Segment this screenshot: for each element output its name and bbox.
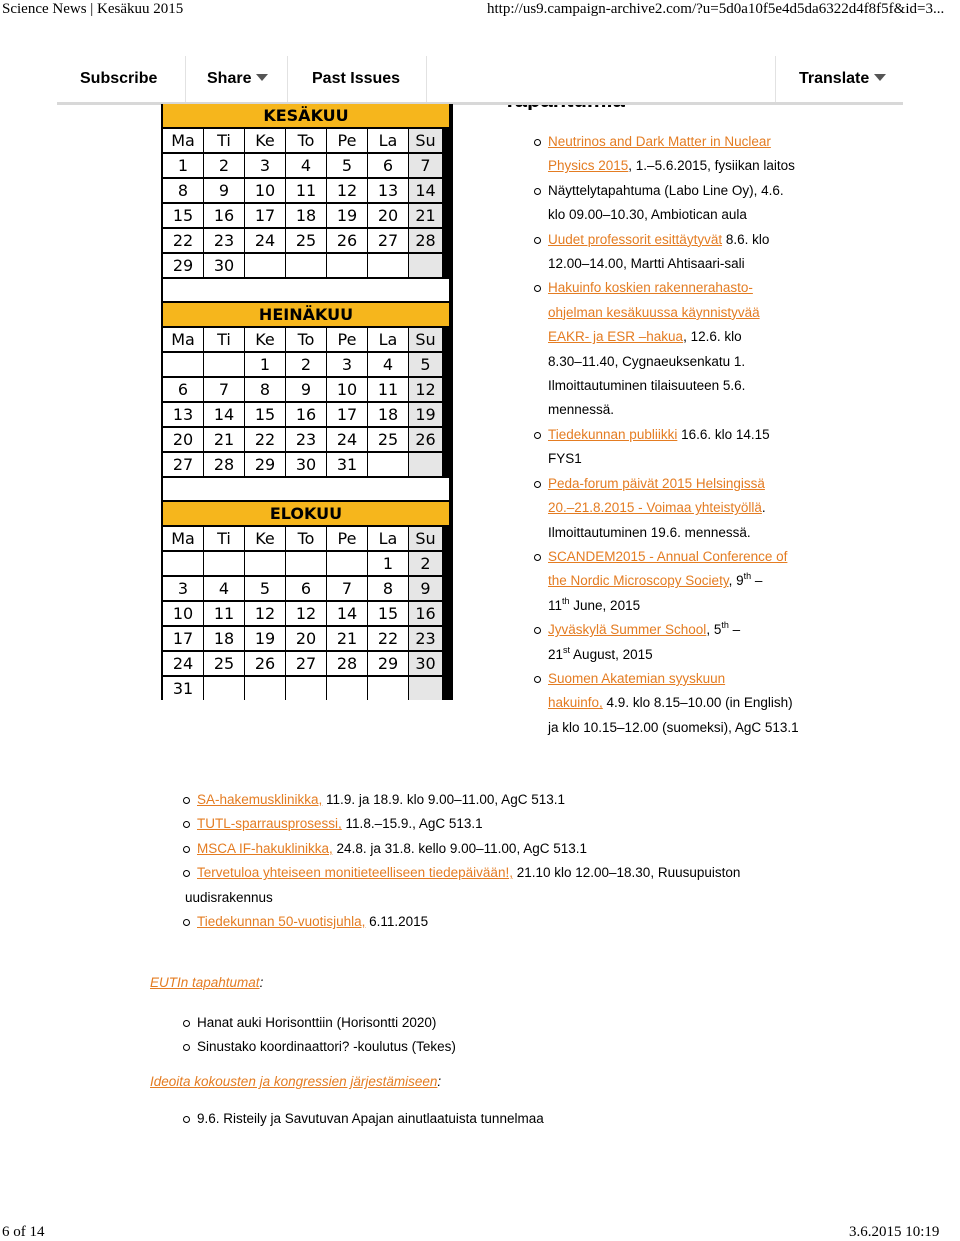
event-link[interactable]: the Nordic Microscopy Society bbox=[548, 573, 729, 589]
calendar-day: 21 bbox=[409, 204, 442, 227]
event-list-2 bbox=[185, 788, 897, 934]
bullet-icon bbox=[183, 870, 190, 877]
calendar-month-title: HEINÄKUU bbox=[163, 303, 449, 326]
list-item bbox=[197, 1011, 897, 1035]
calendar-weekday: Ma bbox=[163, 527, 203, 550]
calendar-day: 22 bbox=[245, 428, 285, 451]
event-text: 8.6. klo bbox=[722, 231, 770, 247]
event-link[interactable]: Physics 2015 bbox=[548, 158, 629, 174]
calendar-day: 22 bbox=[163, 229, 203, 252]
calendar-day: 23 bbox=[286, 428, 326, 451]
item-link[interactable]: Tervetuloa yhteiseen monitieteelliseen tiedepäivään!, bbox=[197, 865, 513, 881]
calendar-day: 3 bbox=[163, 577, 203, 600]
calendar-day: 21 bbox=[327, 627, 367, 650]
calendar-day: 16 bbox=[286, 403, 326, 426]
nav-divider bbox=[185, 56, 186, 102]
calendar-day: 17 bbox=[163, 627, 203, 650]
calendar-day: 19 bbox=[327, 204, 367, 227]
calendar-day: 5 bbox=[409, 353, 442, 376]
calendar-day bbox=[245, 677, 285, 700]
bullet-icon bbox=[534, 481, 541, 488]
calendar-day: 2 bbox=[204, 154, 244, 177]
calendar-day: 26 bbox=[327, 229, 367, 252]
bullet-icon bbox=[534, 139, 541, 146]
calendar-weekday: To bbox=[286, 129, 326, 152]
calendar-day bbox=[368, 677, 408, 700]
calendar-weekday: Ti bbox=[204, 527, 244, 550]
calendar-week-row bbox=[163, 428, 442, 451]
calendar-week-row bbox=[163, 602, 442, 625]
calendar-day: 1 bbox=[368, 552, 408, 575]
calendar-weekday: La bbox=[368, 527, 408, 550]
calendar-day: 7 bbox=[409, 154, 442, 177]
nav-divider bbox=[426, 56, 427, 102]
calendar-day: 2 bbox=[286, 353, 326, 376]
calendar-day: 7 bbox=[327, 577, 367, 600]
item-text: 21.10 klo 12.00–18.30, Ruusupuiston bbox=[512, 865, 741, 881]
calendar-weekday: Su bbox=[409, 527, 442, 550]
calendar-day: 19 bbox=[409, 403, 442, 426]
calendar-day bbox=[327, 254, 367, 277]
calendar-weekday: Su bbox=[409, 129, 442, 152]
calendar-weekday-row bbox=[163, 129, 442, 152]
bullet-icon bbox=[534, 188, 541, 195]
item-link[interactable]: MSCA IF-hakuklinikka, bbox=[197, 840, 333, 856]
calendar-day: 29 bbox=[368, 652, 408, 675]
bullet-icon bbox=[534, 627, 541, 634]
calendar-weekday: Pe bbox=[327, 129, 367, 152]
event-item bbox=[548, 545, 848, 618]
calendar-month-title: ELOKUU bbox=[163, 502, 449, 525]
calendar-day: 28 bbox=[204, 453, 244, 476]
calendar-day bbox=[286, 677, 326, 700]
bullet-icon bbox=[534, 432, 541, 439]
event-link[interactable]: Suomen Akatemian syyskuun bbox=[548, 670, 726, 686]
calendar-day: 12 bbox=[245, 602, 285, 625]
calendar-day bbox=[204, 353, 244, 376]
calendar-day bbox=[368, 254, 408, 277]
event-item bbox=[548, 228, 848, 277]
list-item bbox=[197, 910, 897, 934]
calendar-day: 29 bbox=[245, 453, 285, 476]
event-link[interactable]: Uudet professorit esittäytyvät bbox=[548, 231, 723, 247]
calendar-day: 14 bbox=[204, 403, 244, 426]
calendar-weekday: La bbox=[368, 129, 408, 152]
bullet-icon bbox=[534, 237, 541, 244]
event-text: Ilmoittautuminen tilaisuuteen 5.6. bbox=[548, 378, 746, 394]
event-text: 16.6. klo 14.15 bbox=[677, 426, 770, 442]
event-link[interactable]: Hakuinfo koskien rakennerahasto- bbox=[548, 280, 753, 296]
calendar-day: 4 bbox=[286, 154, 326, 177]
calendar-week-row bbox=[163, 577, 442, 600]
past-issues-link[interactable]: Past Issues bbox=[312, 70, 401, 87]
calendar-day bbox=[163, 353, 203, 376]
calendar-day: 15 bbox=[245, 403, 285, 426]
calendar-day: 3 bbox=[245, 154, 285, 177]
calendar-weekday: To bbox=[286, 527, 326, 550]
event-item bbox=[548, 472, 848, 545]
calendar-weekday: Ke bbox=[245, 328, 285, 351]
calendar-day: 20 bbox=[368, 204, 408, 227]
calendar-day: 16 bbox=[409, 602, 442, 625]
calendar-week-row bbox=[163, 353, 442, 376]
calendar-day: 23 bbox=[204, 229, 244, 252]
event-link[interactable]: ohjelman kesäkuussa käynnistyvää bbox=[548, 304, 760, 320]
calendar-day bbox=[327, 677, 367, 700]
calendar-day bbox=[245, 254, 285, 277]
event-sup: th bbox=[743, 571, 752, 582]
event-link[interactable]: Neutrinos and Dark Matter in Nuclear bbox=[548, 134, 771, 149]
eutin-list bbox=[197, 1011, 897, 1060]
list-item bbox=[197, 861, 897, 885]
item-link[interactable]: Tiedekunnan 50-vuotisjuhla, bbox=[197, 914, 366, 930]
list-item bbox=[197, 788, 897, 812]
event-link[interactable]: SCANDEM2015 - Annual Conference of bbox=[548, 548, 788, 564]
calendar-day: 20 bbox=[163, 428, 203, 451]
item-text: 24.8. ja 31.8. kello 9.00–11.00, AgC 513.1 bbox=[332, 840, 587, 856]
calendar-weekday: Ti bbox=[204, 328, 244, 351]
calendar-day: 27 bbox=[163, 453, 203, 476]
calendar-day bbox=[204, 552, 244, 575]
ideoita-heading bbox=[150, 1074, 441, 1089]
calendar-week-row bbox=[163, 154, 442, 177]
event-link[interactable]: Peda-forum päivät 2015 Helsingissä bbox=[548, 475, 765, 491]
calendar-day: 8 bbox=[245, 378, 285, 401]
event-text: , 1.–5.6.2015, fysiikan laitos bbox=[628, 158, 795, 174]
calendar-week-row bbox=[163, 453, 442, 476]
calendar-day: 15 bbox=[163, 204, 203, 227]
item-link[interactable]: TUTL-sparrausprosessi, bbox=[197, 816, 342, 832]
calendar-day: 9 bbox=[286, 378, 326, 401]
calendar-day bbox=[245, 552, 285, 575]
calendar-day: 28 bbox=[409, 229, 442, 252]
bullet-icon bbox=[183, 797, 190, 804]
bullet-icon bbox=[183, 846, 190, 853]
calendar-day: 7 bbox=[204, 378, 244, 401]
calendar-day: 30 bbox=[286, 453, 326, 476]
calendar-day: 6 bbox=[163, 378, 203, 401]
chevron-down-icon bbox=[874, 74, 886, 81]
event-text: , 5 bbox=[706, 622, 722, 638]
calendar-week-row bbox=[163, 204, 442, 227]
calendar-day bbox=[286, 552, 326, 575]
calendar-weekday: Ke bbox=[245, 129, 285, 152]
event-text: – bbox=[751, 573, 763, 589]
item-text: 9.6. Risteily ja Savutuvan Apajan ainutlaatuista tunnelmaa bbox=[197, 1111, 544, 1126]
print-footer bbox=[0, 1224, 960, 1241]
list-item bbox=[197, 837, 897, 861]
calendar-day: 5 bbox=[245, 577, 285, 600]
calendar-day: 10 bbox=[245, 179, 285, 202]
calendar-day: 3 bbox=[327, 353, 367, 376]
calendar-week-row bbox=[163, 552, 442, 575]
calendar-day: 9 bbox=[409, 577, 442, 600]
item-text: Hanat auki Horisonttiin (Horisontti 2020) bbox=[197, 1015, 437, 1030]
event-text: June, 2015 bbox=[569, 597, 641, 613]
event-item bbox=[548, 423, 848, 472]
calendar-day: 27 bbox=[286, 652, 326, 675]
archive-nav-bar bbox=[57, 56, 903, 105]
calendar-day: 11 bbox=[204, 602, 244, 625]
calendar-weekday: Ma bbox=[163, 328, 203, 351]
event-sup: st bbox=[563, 644, 571, 655]
event-item bbox=[548, 130, 848, 179]
calendar-weekday: Ma bbox=[163, 129, 203, 152]
calendar-day: 18 bbox=[286, 204, 326, 227]
print-header bbox=[0, 0, 960, 20]
calendar-day: 23 bbox=[409, 627, 442, 650]
calendar-day bbox=[163, 552, 203, 575]
bullet-icon bbox=[183, 1044, 190, 1051]
event-link[interactable]: 20.–21.8.2015 - Voimaa yhteistyöllä bbox=[548, 500, 762, 516]
calendar-day: 13 bbox=[368, 179, 408, 202]
calendar-day: 13 bbox=[163, 403, 203, 426]
calendar-week-row bbox=[163, 229, 442, 252]
nav-divider bbox=[287, 56, 288, 102]
calendar-day: 11 bbox=[286, 179, 326, 202]
nav-divider bbox=[775, 56, 776, 102]
calendar-weekday: Ti bbox=[204, 129, 244, 152]
calendar-day: 8 bbox=[163, 179, 203, 202]
calendar-day bbox=[327, 552, 367, 575]
calendar-day: 24 bbox=[327, 428, 367, 451]
calendar-day: 21 bbox=[204, 428, 244, 451]
calendar-day: 4 bbox=[368, 353, 408, 376]
event-text: mennessä. bbox=[548, 402, 615, 418]
event-text: Näyttelytapahtuma (Labo Line Oy), 4.6. bbox=[548, 182, 784, 198]
calendar-day bbox=[409, 677, 442, 700]
print-datetime: 3.6.2015 10:19 bbox=[849, 1224, 940, 1240]
calendar-day: 1 bbox=[245, 353, 285, 376]
calendar-spacer bbox=[163, 279, 449, 301]
summer-calendar bbox=[161, 104, 453, 700]
calendar-day bbox=[286, 254, 326, 277]
calendar-weekday: Pe bbox=[327, 328, 367, 351]
calendar-day: 30 bbox=[204, 254, 244, 277]
calendar-weekday: La bbox=[368, 328, 408, 351]
event-text: klo 09.00–10.30, Ambiotican aula bbox=[548, 207, 747, 223]
event-link[interactable]: hakuinfo, bbox=[548, 695, 603, 711]
bullet-icon bbox=[183, 1020, 190, 1027]
calendar-day: 6 bbox=[368, 154, 408, 177]
calendar-weekday-row bbox=[163, 527, 442, 550]
event-list bbox=[548, 130, 848, 740]
item-text: 11.8.–15.9., AgC 513.1 bbox=[341, 816, 483, 832]
calendar-day: 4 bbox=[204, 577, 244, 600]
eutin-heading bbox=[150, 975, 263, 990]
calendar-day: 16 bbox=[204, 204, 244, 227]
calendar-day: 31 bbox=[327, 453, 367, 476]
list-item bbox=[197, 1107, 897, 1131]
calendar-spacer bbox=[163, 478, 449, 500]
bullet-icon bbox=[534, 554, 541, 561]
event-text: 21 bbox=[548, 646, 564, 662]
calendar-day: 25 bbox=[204, 652, 244, 675]
calendar-day: 25 bbox=[286, 229, 326, 252]
calendar-week-row bbox=[163, 677, 442, 700]
event-link[interactable]: EAKR- ja ESR –hakua bbox=[548, 329, 684, 345]
calendar-day: 9 bbox=[204, 179, 244, 202]
list-item bbox=[197, 812, 897, 836]
event-text: Ilmoittautuminen 19.6. mennessä. bbox=[548, 524, 751, 540]
eutin-heading-link[interactable]: EUTIn tapahtumat bbox=[150, 975, 260, 990]
calendar-weekday: Pe bbox=[327, 527, 367, 550]
event-text: , 9 bbox=[728, 573, 744, 589]
calendar-day: 1 bbox=[163, 154, 203, 177]
chevron-down-icon bbox=[256, 74, 268, 81]
calendar-day: 12 bbox=[327, 179, 367, 202]
event-sup: th bbox=[562, 595, 570, 606]
calendar-day: 10 bbox=[327, 378, 367, 401]
item-text: Sinustako koordinaattori? -koulutus (Tekes) bbox=[197, 1039, 456, 1055]
event-link[interactable]: Tiedekunnan publiikki bbox=[548, 426, 678, 442]
list-item bbox=[197, 1035, 897, 1059]
calendar-day: 20 bbox=[286, 627, 326, 650]
item-text: 11.9. ja 18.9. klo 9.00–11.00, AgC 513.1 bbox=[322, 792, 565, 807]
calendar-day: 12 bbox=[409, 378, 442, 401]
calendar-day: 29 bbox=[163, 254, 203, 277]
bullet-icon bbox=[183, 919, 190, 926]
calendar-day: 26 bbox=[245, 652, 285, 675]
calendar-day: 17 bbox=[327, 403, 367, 426]
event-item bbox=[548, 667, 848, 740]
print-page-title: Science News | Kesäkuu 2015 bbox=[2, 1, 184, 17]
event-text: ja klo 10.15–12.00 (suomeksi), AgC 513.1 bbox=[548, 719, 799, 735]
calendar-week-row bbox=[163, 378, 442, 401]
calendar-week-row bbox=[163, 403, 442, 426]
event-text: FYS1 bbox=[548, 451, 582, 467]
calendar-week-row bbox=[163, 627, 442, 650]
translate-label: Translate bbox=[799, 70, 870, 87]
ideoita-list bbox=[197, 1107, 897, 1131]
calendar-day: 14 bbox=[327, 602, 367, 625]
calendar-day bbox=[409, 254, 442, 277]
calendar-day: 15 bbox=[368, 602, 408, 625]
calendar-weekday: Ke bbox=[245, 527, 285, 550]
calendar-day: 10 bbox=[163, 602, 203, 625]
item-text: 6.11.2015 bbox=[365, 914, 429, 930]
bullet-icon bbox=[183, 1116, 190, 1123]
calendar-day: 8 bbox=[368, 577, 408, 600]
heading-colon: : bbox=[259, 975, 264, 990]
calendar-day bbox=[409, 453, 442, 476]
event-item bbox=[548, 618, 848, 667]
event-link[interactable]: Jyväskylä Summer School bbox=[548, 622, 707, 638]
event-sup: th bbox=[721, 620, 729, 631]
calendar-day: 31 bbox=[163, 677, 203, 700]
calendar-month-title: KESÄKUU bbox=[163, 104, 449, 127]
calendar-week-row bbox=[163, 254, 442, 277]
calendar-day: 19 bbox=[245, 627, 285, 650]
print-page-url: http://us9.campaign-archive2.com/?u=5d0a10f5e4d5da6322d4f8f5f&id=3... bbox=[487, 1, 945, 17]
calendar-day: 26 bbox=[409, 428, 442, 451]
print-page-number: 6 of 14 bbox=[2, 1224, 45, 1240]
event-text: – bbox=[728, 622, 741, 638]
translate-menu[interactable] bbox=[799, 56, 886, 102]
calendar-weekday: Su bbox=[409, 328, 442, 351]
event-text: 8.30–11.40, Cygnaeuksenkatu 1. bbox=[548, 353, 746, 369]
event-text: , 12.6. klo bbox=[683, 329, 742, 345]
calendar-day: 24 bbox=[163, 652, 203, 675]
calendar-day: 11 bbox=[368, 378, 408, 401]
bullet-icon bbox=[183, 821, 190, 828]
calendar-day: 6 bbox=[286, 577, 326, 600]
event-item bbox=[548, 276, 848, 422]
list-item-continuation: uudisrakennus bbox=[185, 889, 273, 905]
ideoita-heading-link[interactable]: Ideoita kokousten ja kongressien järjestämiseen bbox=[150, 1074, 438, 1089]
calendar-day: 17 bbox=[245, 204, 285, 227]
item-link[interactable]: SA-hakemusklinikka, bbox=[197, 792, 323, 807]
event-text: . bbox=[761, 500, 766, 516]
calendar-day bbox=[204, 677, 244, 700]
calendar-day: 30 bbox=[409, 652, 442, 675]
calendar-day: 18 bbox=[204, 627, 244, 650]
event-text: August, 2015 bbox=[570, 646, 653, 662]
event-item bbox=[548, 179, 848, 228]
calendar-day: 27 bbox=[368, 229, 408, 252]
calendar-day: 25 bbox=[368, 428, 408, 451]
subscribe-link[interactable]: Subscribe bbox=[80, 70, 158, 87]
share-menu[interactable] bbox=[207, 56, 268, 102]
event-text: 12.00–14.00, Martti Ahtisaari-sali bbox=[548, 256, 745, 272]
calendar-weekday: To bbox=[286, 328, 326, 351]
calendar-day: 12 bbox=[286, 602, 326, 625]
calendar-week-row bbox=[163, 179, 442, 202]
event-text: 4.9. klo 8.15–10.00 (in English) bbox=[602, 695, 793, 711]
calendar-day: 28 bbox=[327, 652, 367, 675]
bullet-icon bbox=[534, 676, 541, 683]
calendar-day: 18 bbox=[368, 403, 408, 426]
calendar-day: 24 bbox=[245, 229, 285, 252]
bullet-icon bbox=[534, 285, 541, 292]
calendar-weekday-row bbox=[163, 328, 442, 351]
calendar-day: 5 bbox=[327, 154, 367, 177]
heading-colon: : bbox=[437, 1074, 442, 1089]
calendar-week-row bbox=[163, 652, 442, 675]
event-text: 11 bbox=[548, 597, 563, 613]
calendar-day: 22 bbox=[368, 627, 408, 650]
calendar-day: 14 bbox=[409, 179, 442, 202]
calendar-day: 2 bbox=[409, 552, 442, 575]
share-label: Share bbox=[207, 70, 252, 87]
calendar-day bbox=[368, 453, 408, 476]
